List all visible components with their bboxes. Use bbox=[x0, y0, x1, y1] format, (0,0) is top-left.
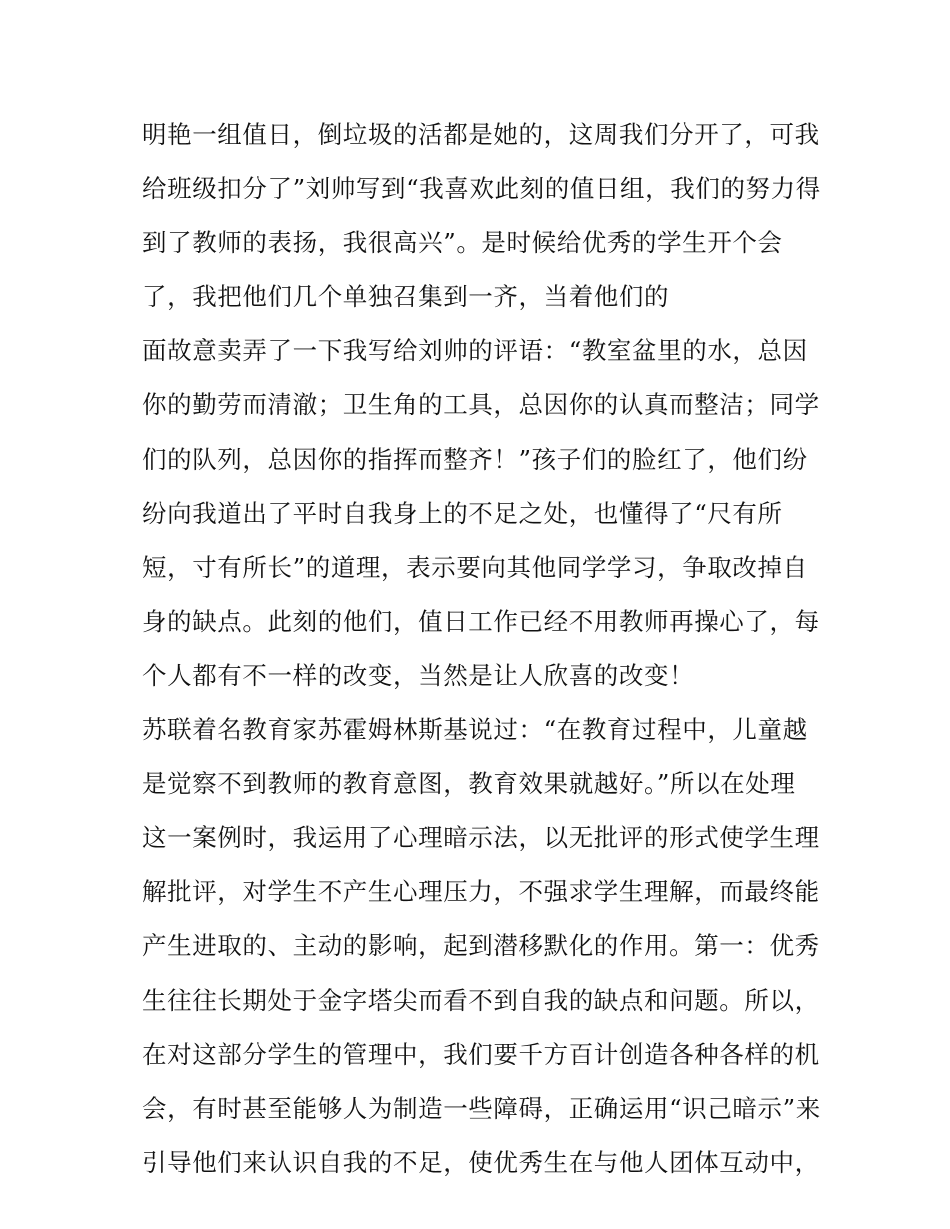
text-line: 苏联着名教育家苏霍姆林斯基说过：“在教育过程中，儿童越 bbox=[142, 715, 808, 745]
text-line: 到了教师的表扬，我很高兴”。是时候给优秀的学生开个会 bbox=[142, 228, 783, 258]
text-line: 明艳一组值日，倒垃圾的活都是她的，这周我们分开了，可我 bbox=[142, 120, 820, 149]
text-line: 解批评，对学生不产生心理压力，不强求学生理解，而最终能 bbox=[142, 877, 820, 907]
text-line: 了，我把他们几个单独召集到一齐，当着他们的 bbox=[142, 282, 670, 312]
text-line: 们的队列，总因你的指挥而整齐！”孩子们的脸红了，他们纷 bbox=[142, 444, 808, 474]
text-line: 给班级扣分了”刘帅写到“我喜欢此刻的值日组，我们的努力得 bbox=[142, 174, 821, 204]
text-line: 面故意卖弄了一下我写给刘帅的评语：“教室盆里的水，总因 bbox=[142, 336, 808, 366]
text-line: 会，有时甚至能够人为制造一些障碍，正确运用“识己暗示”来 bbox=[142, 1093, 821, 1123]
text-line: 产生进取的、主动的影响，起到潜移默化的作用。第一：优秀 bbox=[142, 931, 820, 961]
text-line: 引导他们来认识自我的不足，使优秀生在与他人团体互动中， bbox=[142, 1147, 820, 1177]
text-line: 这一案例时，我运用了心理暗示法，以无批评的形式使学生理 bbox=[142, 823, 820, 853]
text-line: 在对这部分学生的管理中，我们要千方百计创造各种各样的机 bbox=[142, 1039, 820, 1069]
text-line: 身的缺点。此刻的他们，值日工作已经不用教师再操心了，每 bbox=[142, 606, 820, 636]
body-text bbox=[142, 108, 822, 1190]
text-line: 是觉察不到教师的教育意图，教育效果就越好。”所以在处理 bbox=[142, 769, 796, 799]
text-line: 你的勤劳而清澈；卫生角的工具，总因你的认真而整洁；同学 bbox=[142, 390, 820, 420]
text-line: 短，寸有所长”的道理，表示要向其他同学学习，争取改掉自 bbox=[142, 552, 808, 582]
text-line: 生往往长期处于金字塔尖而看不到自我的缺点和问题。所以， bbox=[142, 985, 820, 1015]
text-line: 纷向我道出了平时自我身上的不足之处，也懂得了“尺有所 bbox=[142, 498, 783, 528]
text-line: 个人都有不一样的改变，当然是让人欣喜的改变！ bbox=[142, 660, 695, 690]
